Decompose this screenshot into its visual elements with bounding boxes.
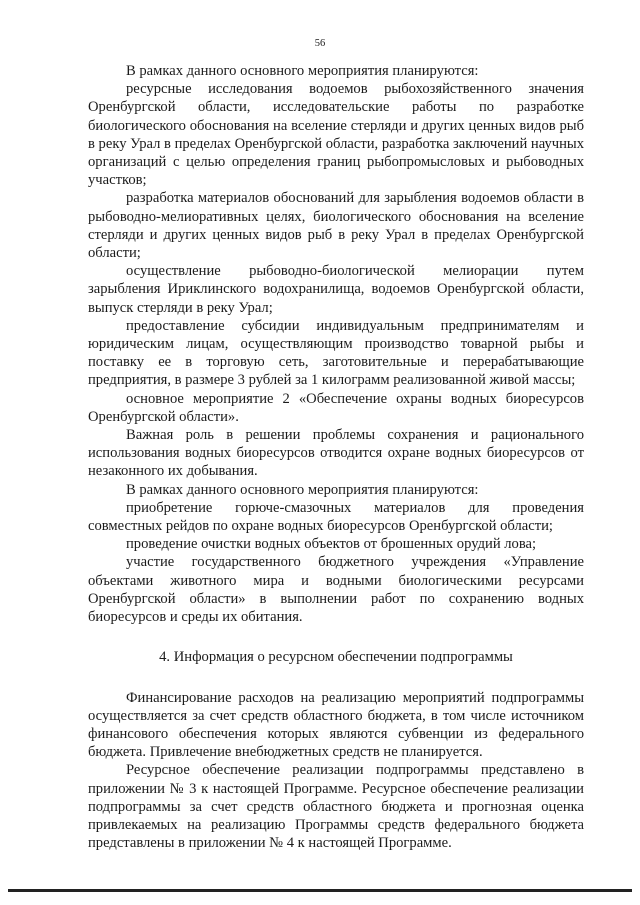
paragraph: проведение очистки водных объектов от брошенных орудий лова;	[126, 536, 537, 553]
paragraph: предоставление субсидии индивидуальным предпринимателям и юридическим лицам, осуществляющим производство товарной рыбы и поставку ее в торговую сеть, заготовительные и перерабатывающие предприятия, в размере 3 рублей за 1 килограмм реализованной живой массы;	[88, 317, 584, 389]
paragraph: осуществление рыбоводно-биологической мелиорации путем зарыбления Ириклинского водохранилища, водоемов Оренбургской области, выпуск стерляди в реку Урал;	[88, 263, 584, 316]
paragraph: В рамках данного основного мероприятия планируются:	[126, 481, 479, 498]
section-heading: 4. Информация о ресурсном обеспечении подпрограммы	[159, 649, 513, 666]
document-body	[88, 62, 584, 852]
page-number: 56	[314, 38, 326, 49]
paragraph: Важная роль в решении проблемы сохранения и рационального использования водных биоресурсов отводится охране водных биоресурсов от незаконного их добывания.	[88, 427, 584, 480]
page-bottom-rule	[8, 889, 632, 892]
paragraph: ресурсные исследования водоемов рыбохозяйственного значения Оренбургской области, исследовательские работы по разработке биологического обоснования на вселение стерляди и других ценных видов рыб в реку Урал в пределах Оренбургской области, разработка заключений научных организаций с целью определения границ рыбопромысловых и рыбоводных участков;	[88, 81, 584, 189]
paragraph: приобретение горюче-смазочных материалов для проведения совместных рейдов по охране водных биоресурсов Оренбургской области;	[88, 499, 584, 535]
paragraph: основное мероприятие 2 «Обеспечение охраны водных биоресурсов Оренбургской области».	[88, 390, 584, 425]
paragraph: разработка материалов обоснований для зарыбления водоемов области в рыбоводно-мелиоративных целях, биологического обоснования на вселение стерляди и других ценных видов рыб в реку Урал в пределах Оренбургской области;	[88, 190, 584, 262]
paragraph: Ресурсное обеспечение реализации подпрограммы представлено в приложении № 3 к настоящей Программе. Ресурсное обеспечение реализации подпрограммы за счет средств областного бюджета и прогнозная оценка привлекаемых на реализацию Программы средств федерального бюджета представлены в приложении № 4 к настоящей Программе.	[88, 762, 584, 852]
paragraph: участие государственного бюджетного учреждения «Управление объектами животного мира и водными биологическими ресурсами Оренбургской области» в выполнении работ по сохранению водных биоресурсов и среды их обитания.	[88, 554, 584, 626]
paragraph: Финансирование расходов на реализацию мероприятий подпрограммы осуществляется за счет средств областного бюджета, в том числе источником финансового обеспечения которых являются субвенции из федерального бюджета. Привлечение внебюджетных средств не планируется.	[88, 689, 584, 761]
paragraph: В рамках данного основного мероприятия планируются:	[126, 63, 479, 79]
